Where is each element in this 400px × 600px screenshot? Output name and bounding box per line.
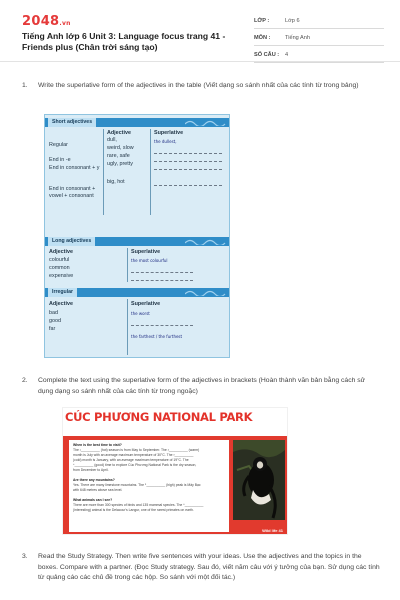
adjective-cell: common [49, 265, 70, 271]
column-header-adjective: Adjective [107, 130, 131, 136]
section-band-long [45, 237, 230, 246]
adjective-cell: good [49, 318, 61, 324]
answer-blank[interactable] [154, 185, 222, 186]
wave-decoration-icon [185, 289, 227, 296]
adjective-cell: ugly, pretty [107, 161, 133, 167]
document-meta [254, 14, 384, 65]
adjective-cell: rare, safe [107, 153, 130, 159]
article-line: (interesting) animal is the Delacour's Langur, one of the rarest primates on earth. [73, 508, 194, 512]
handwritten-answer: the most colourful [131, 258, 168, 263]
question-text: Complete the text using the superlative form of the adjectives in brackets (Hoàn thành văn bản bằng cách sử dụng dạng so sánh nhất của các tính từ trong ngoặc) [38, 377, 366, 395]
handwritten-answer: the worst [131, 311, 150, 316]
adjective-cell: colourful [49, 257, 70, 263]
adjective-cell: bad [49, 310, 58, 316]
section-band-short [45, 118, 230, 127]
column-header-adjective: Adjective [49, 249, 73, 255]
column-divider [150, 129, 151, 215]
meta-value: Lớp 6 [285, 18, 300, 24]
column-divider [127, 248, 128, 282]
meta-row-subject [254, 31, 384, 46]
page-header [0, 0, 400, 62]
article-question: What animals can I see? [73, 498, 113, 502]
article-line: with 648 metres above sea level. [73, 488, 123, 492]
adjective-cell: dull, [107, 137, 117, 143]
meta-value: 4 [285, 52, 289, 58]
logo-suffix: .vn [59, 20, 71, 27]
answer-blank[interactable] [154, 161, 222, 162]
page-footer-label: Wild life 41 [262, 528, 283, 533]
meta-label: MÔN : [254, 35, 271, 41]
site-logo[interactable] [22, 14, 71, 29]
question-number: 3. [22, 553, 28, 560]
document-title: Tiếng Anh lớp 6 Unit 3: Language focus trang 41 - Friends plus (Chân trời sáng tạo) [22, 31, 226, 52]
article-line: from December to April. [73, 468, 109, 472]
adjective-cell: big, hot [107, 179, 125, 185]
article-panel [63, 436, 288, 535]
answer-blank[interactable] [131, 272, 193, 273]
article-line: The ¹__________ (hot) season is from May to September. The ²__________ (warm) [73, 448, 200, 452]
article-question: When is the best time to visit? [73, 443, 122, 447]
section-band-irregular [45, 288, 230, 297]
column-header-superlative: Superlative [131, 301, 161, 307]
article-line: There are more than 300 species of birds and 135 mammal species. The ⁶__________ [73, 503, 204, 507]
answer-blank[interactable] [131, 325, 193, 326]
article-line: Yes. There are many limestone mountains. The ⁵__________ (high) peak is Mây Bạc [73, 483, 201, 487]
meta-row-grade [254, 14, 384, 29]
adjective-cell: weird, slow [107, 145, 134, 151]
wave-decoration-icon [185, 119, 227, 126]
article-line: ⁴__________ (good) time to explore Cúc Phương National Park is the dry season, [73, 463, 197, 467]
article-line: (cold) month is January, with an average maximum temperature of 19°C. The [73, 458, 189, 462]
superlative-grammar-table [44, 114, 230, 358]
logo-text: 2048 [22, 14, 60, 29]
article-line: month is July with an average maximum temperature of 30°C. The ³__________ [73, 453, 194, 457]
question-text: Write the superlative form of the adjectives in the table (Viết dạng so sánh nhất của các tính từ trong bảng) [38, 82, 359, 89]
question-2 [22, 376, 382, 397]
wave-decoration-icon [185, 238, 227, 245]
section-heading: Irregular [48, 288, 77, 297]
meta-value: Tiếng Anh [285, 35, 310, 41]
rule-consonant-y: End in consonant + y [49, 165, 100, 171]
column-divider [127, 299, 128, 355]
article-text-box [69, 440, 229, 532]
question-number: 2. [22, 377, 28, 384]
answer-blank[interactable] [154, 169, 222, 170]
park-article-image [62, 407, 288, 535]
question-number: 1. [22, 82, 28, 89]
answer-blank[interactable] [131, 280, 193, 281]
answer-blank[interactable] [154, 153, 222, 154]
langur-photo [233, 440, 285, 520]
question-text: Read the Study Strategy. Then write five sentences with your ideas. Use the adjectives and the topics in the boxes. Compare with a partner. (Đọc Study strategy. Sau đó, viết năm câu với ý tưởng của bạn. Sử dụng các tính từ quảng cáo các chủ đề trong các hộp. So sánh với một đối tác.) [38, 553, 380, 581]
meta-label: SỐ CÂU : [254, 52, 280, 58]
question-3 [22, 552, 382, 584]
handwritten-answer: the dullest, [154, 139, 177, 144]
adjective-cell: expensive [49, 273, 74, 279]
column-header-superlative: Superlative [131, 249, 161, 255]
column-header-adjective: Adjective [49, 301, 73, 307]
rule-regular: Regular [49, 142, 68, 148]
monkey-photo-icon [233, 440, 285, 520]
handwritten-answer: the farthest / the furthest [131, 334, 183, 339]
article-question: Are there any mountains? [73, 478, 115, 482]
column-divider [103, 129, 104, 215]
column-header-superlative: Superlative [154, 130, 184, 136]
section-heading: Long adjectives [48, 237, 95, 246]
section-heading: Short adjectives [48, 118, 96, 127]
rule-cvc: End in consonant + vowel + consonant [49, 186, 96, 200]
question-1 [22, 81, 382, 92]
meta-label: LỚP : [254, 18, 270, 24]
article-title: CÚC PHƯƠNG NATIONAL PARK [65, 410, 253, 424]
meta-row-question-count [254, 48, 384, 63]
rule-end-in-e: End in -e [49, 157, 71, 163]
adjective-cell: far [49, 326, 56, 332]
